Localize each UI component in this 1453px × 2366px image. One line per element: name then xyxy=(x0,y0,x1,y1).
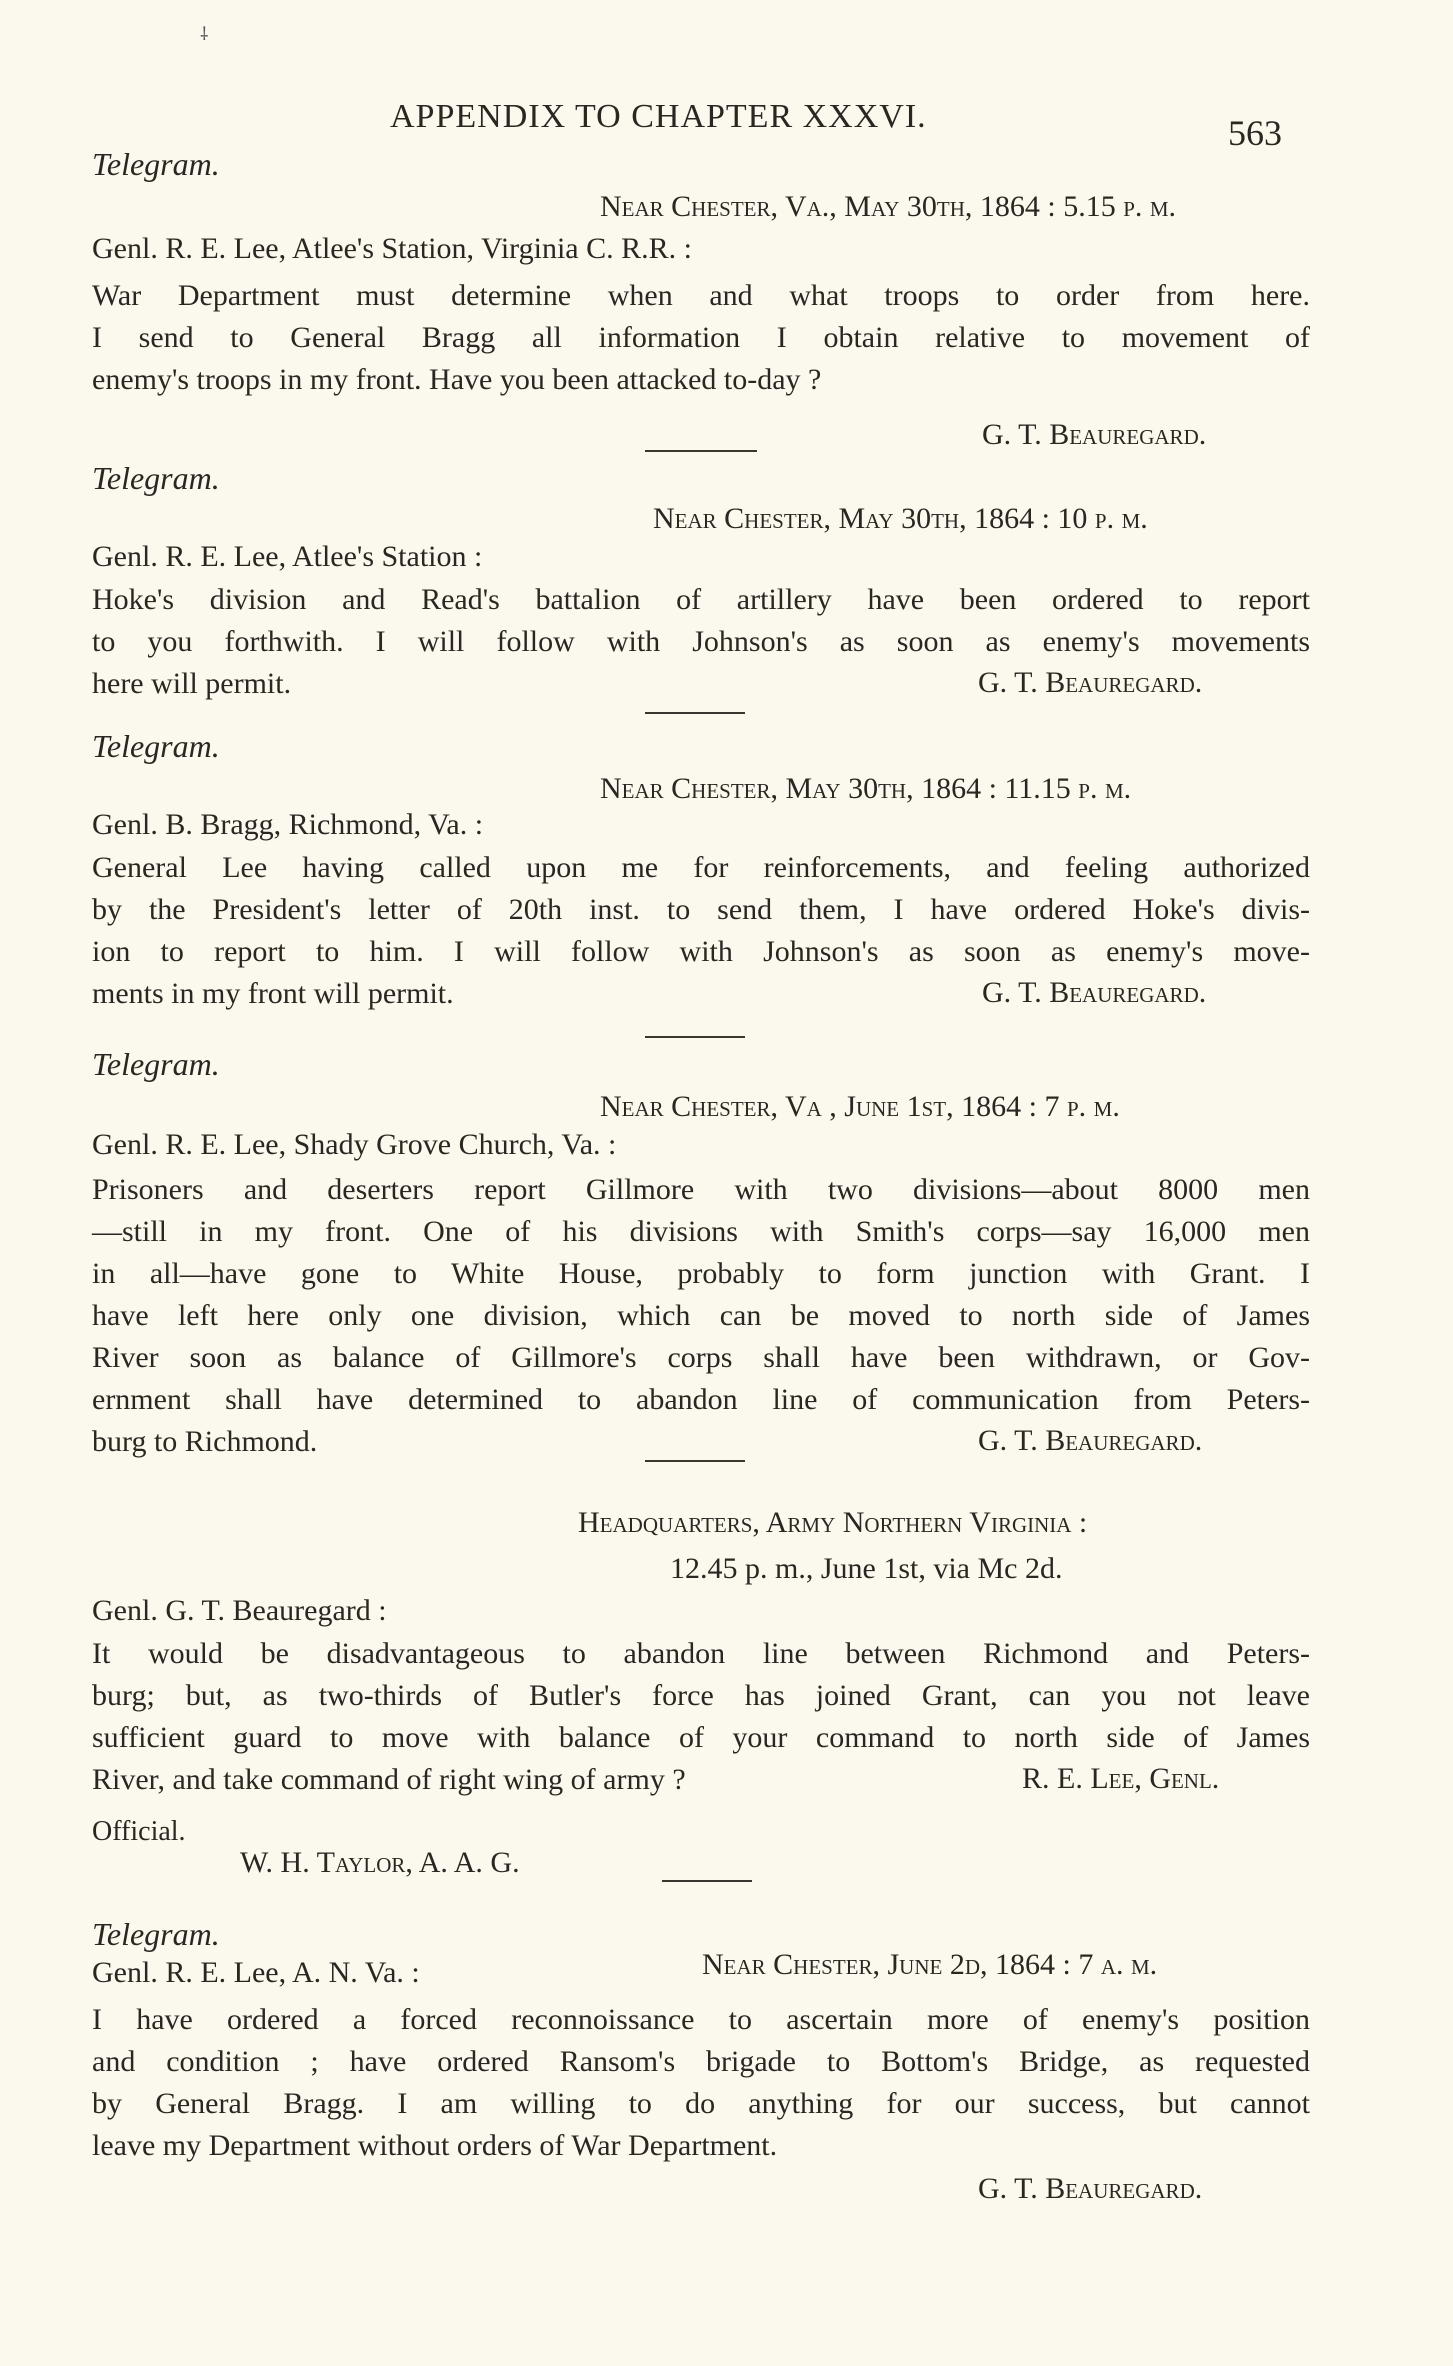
telegram-body-line: by General Bragg. I am willing to do anything for our success, but cannot xyxy=(92,2087,1310,2120)
telegram-body-line: River soon as balance of Gillmore's corps shall have been withdrawn, or Gov- xyxy=(92,1341,1310,1374)
page-mark: ⸸ xyxy=(200,24,209,44)
telegram-label: Telegram. xyxy=(92,146,220,182)
section-rule xyxy=(662,1880,752,1882)
telegram-body-line: River, and take command of right wing of army ? xyxy=(92,1763,686,1796)
official-label: Official. xyxy=(92,1816,186,1847)
telegram-body-line: and condition ; have ordered Ransom's brigade to Bottom's Bridge, as requested xyxy=(92,2045,1310,2078)
telegram-body-line: ion to report to him. I will follow with Johnson's as soon as enemy's move- xyxy=(92,935,1310,968)
telegram-body-line: War Department must determine when and what troops to order from here. xyxy=(92,279,1310,312)
telegram-label: Telegram. xyxy=(92,1046,220,1082)
telegram-body-line: Prisoners and deserters report Gillmore with two divisions—about 8000 men xyxy=(92,1173,1310,1206)
telegram-place-date: Near Chester, Va., May 30th, 1864 : 5.15 p. m. xyxy=(600,190,1177,223)
telegram-body-line: in all—have gone to White House, probably to form junction with Grant. I xyxy=(92,1257,1310,1290)
telegram-address: Genl. R. E. Lee, Shady Grove Church, Va. : xyxy=(92,1128,617,1161)
telegram-body-line: burg; but, as two-thirds of Butler's force has joined Grant, can you not leave xyxy=(92,1679,1310,1712)
section-rule xyxy=(645,1460,745,1462)
telegram-address: Genl. R. E. Lee, A. N. Va. : xyxy=(92,1956,420,1989)
telegram-body-line: here will permit. xyxy=(92,667,292,700)
telegram-address: Genl. B. Bragg, Richmond, Va. : xyxy=(92,808,484,841)
section-rule xyxy=(645,712,745,714)
telegram-place-date: Near Chester, Va , June 1st, 1864 : 7 p. m. xyxy=(600,1090,1120,1123)
telegram-place-date: Near Chester, June 2d, 1864 : 7 a. m. xyxy=(702,1948,1158,1981)
telegram-body-line: —still in my front. One of his divisions with Smith's corps—say 16,000 men xyxy=(92,1215,1310,1248)
hq-time: 12.45 p. m., June 1st, via Mc 2d. xyxy=(670,1552,1063,1585)
telegram-body-line: General Lee having called upon me for reinforcements, and feeling authorized xyxy=(92,851,1310,884)
telegram-address: Genl. R. E. Lee, Atlee's Station, Virginia C. R.R. : xyxy=(92,232,692,265)
telegram-address: Genl. R. E. Lee, Atlee's Station : xyxy=(92,540,483,573)
telegram-body-line: ernment shall have determined to abandon line of communication from Peters- xyxy=(92,1383,1310,1416)
hq-header: Headquarters, Army Northern Virginia : xyxy=(578,1506,1088,1539)
running-head: APPENDIX TO CHAPTER XXXVI. xyxy=(390,98,927,135)
page-number: 563 xyxy=(1228,113,1282,153)
section-rule xyxy=(645,450,757,452)
telegram-body-line: have left here only one division, which can be moved to north side of James xyxy=(92,1299,1310,1332)
telegram-body-line: enemy's troops in my front. Have you been attacked to-day ? xyxy=(92,363,822,396)
telegram-body-line: burg to Richmond. xyxy=(92,1425,318,1458)
telegram-body-line: I have ordered a forced reconnoissance to ascertain more of enemy's position xyxy=(92,2003,1310,2036)
telegram-body-line: sufficient guard to move with balance of your command to north side of James xyxy=(92,1721,1310,1754)
telegram-place-date: Near Chester, May 30th, 1864 : 11.15 p. m. xyxy=(600,772,1132,805)
telegram-body-line: ments in my front will permit. xyxy=(92,977,454,1010)
telegram-signature: G. T. Beauregard. xyxy=(978,1424,1203,1457)
telegram-place-date: Near Chester, May 30th, 1864 : 10 p. m. xyxy=(653,502,1148,535)
telegram-body-line: Hoke's division and Read's battalion of artillery have been ordered to report xyxy=(92,583,1310,616)
telegram-body-line: to you forthwith. I will follow with Johnson's as soon as enemy's movements xyxy=(92,625,1310,658)
telegram-body-line: leave my Department without orders of War Department. xyxy=(92,2129,778,2162)
telegram-signature: G. T. Beauregard. xyxy=(978,2172,1203,2205)
telegram-label: Telegram. xyxy=(92,1916,220,1952)
telegram-label: Telegram. xyxy=(92,460,220,496)
section-rule xyxy=(645,1036,745,1038)
telegram-signature: G. T. Beauregard. xyxy=(978,666,1203,699)
telegram-body-line: by the President's letter of 20th inst. to send them, I have ordered Hoke's divis- xyxy=(92,893,1310,926)
telegram-body-line: It would be disadvantageous to abandon line between Richmond and Peters- xyxy=(92,1637,1310,1670)
telegram-signature: G. T. Beauregard. xyxy=(982,976,1207,1009)
telegram-signature: G. T. Beauregard. xyxy=(982,418,1207,451)
telegram-signature: R. E. Lee, Genl. xyxy=(1022,1762,1220,1795)
telegram-body-line: I send to General Bragg all information I obtain relative to movement of xyxy=(92,321,1310,354)
telegram-label: Telegram. xyxy=(92,728,220,764)
telegram-address: Genl. G. T. Beauregard : xyxy=(92,1594,387,1627)
attest-signature: W. H. Taylor, A. A. G. xyxy=(240,1846,520,1879)
